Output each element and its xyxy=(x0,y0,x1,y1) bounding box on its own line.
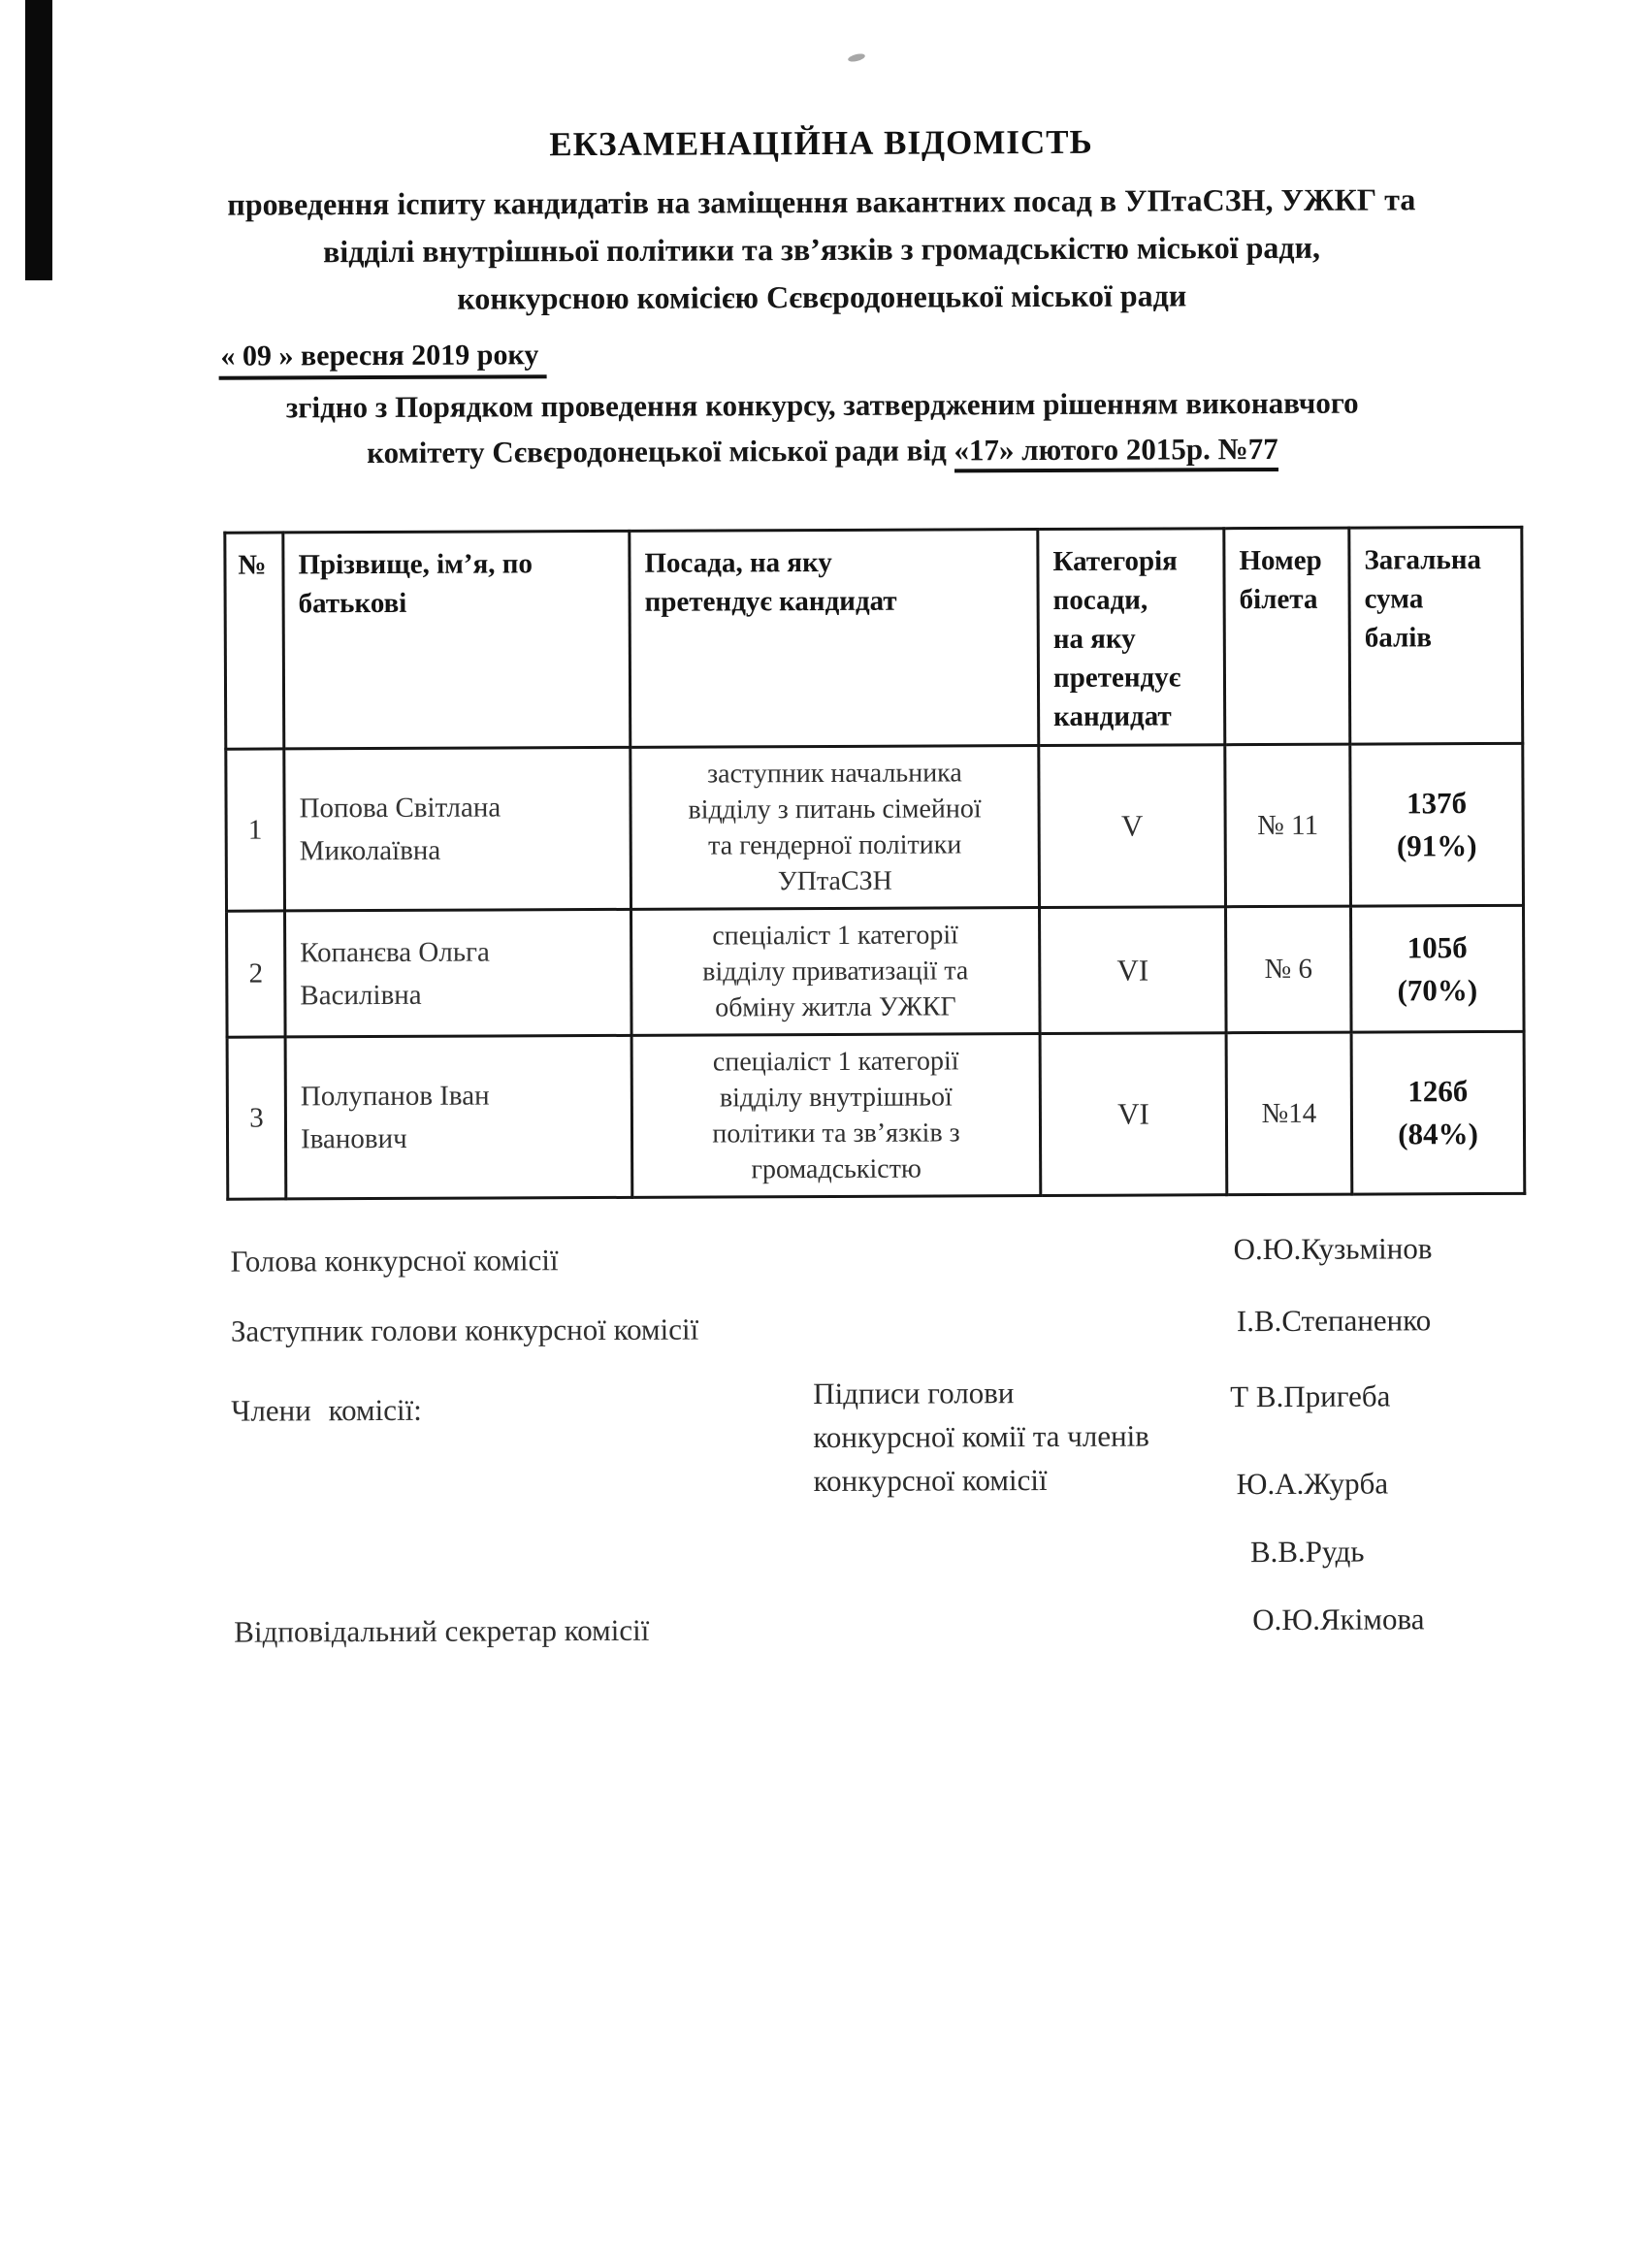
document-subtitle xyxy=(143,176,1502,324)
member-name-3: В.В.Рудь xyxy=(1249,1534,1365,1570)
chair-name: О.Ю.Кузьмінов xyxy=(1233,1231,1433,1267)
deputy-chair-label: Заступник голови конкурсної комісії xyxy=(230,1312,699,1348)
ticket-number: №14 xyxy=(1226,1032,1352,1195)
basis-line-1: згідно з Порядком проведення конкурсу, затвердженим рішенням виконавчого xyxy=(285,385,1359,425)
total-score xyxy=(1351,905,1525,1032)
signatures-note xyxy=(813,1370,1250,1503)
basis-line-2-prefix: комітету Сєвєродонецької міської ради від xyxy=(367,433,954,470)
results-table xyxy=(223,526,1526,1201)
col-header-ticket: Номер білета xyxy=(1224,528,1350,745)
score-points: 105б xyxy=(1406,929,1468,964)
basis-line-2-underlined: «17» лютого 2015р. №77 xyxy=(954,432,1277,472)
subtitle-line-3: конкурсною комісією Сєвєродонецької міської ради xyxy=(457,277,1187,316)
table-header xyxy=(225,527,1523,749)
col-header-number: № xyxy=(225,533,284,749)
position-category: VI xyxy=(1040,907,1227,1034)
total-score xyxy=(1351,1031,1525,1194)
members-label: Члени комісії: xyxy=(231,1392,422,1428)
table-row xyxy=(227,905,1525,1037)
col-header-name: Прізвище, ім’я, по батькові xyxy=(283,531,630,749)
note-line-3: конкурсної комісії xyxy=(813,1463,1048,1499)
candidate-position: спеціаліст 1 категорії відділу внутрішньої політики та зв’язків з громадськістю xyxy=(631,1034,1041,1198)
score-percent: (91%) xyxy=(1396,828,1477,863)
score-percent: (70%) xyxy=(1397,972,1478,1007)
ticket-number: № 6 xyxy=(1226,906,1352,1033)
row-number: 3 xyxy=(227,1037,286,1199)
score-points: 137б xyxy=(1406,786,1468,821)
deputy-chair-name: І.В.Степаненко xyxy=(1236,1303,1432,1339)
note-line-2: конкурсної комії та членів xyxy=(813,1418,1149,1455)
member-name-2: Ю.А.Журба xyxy=(1236,1466,1389,1502)
candidate-position: спеціаліст 1 категорії відділу приватизації та обміну житла УЖКГ xyxy=(631,908,1041,1036)
secretary-label: Відповідальний секретар комісії xyxy=(234,1612,650,1649)
subtitle-line-2: відділі внутрішньої політики та зв’язків з громадськістю міської ради, xyxy=(322,229,1321,270)
ticket-number: № 11 xyxy=(1225,744,1351,907)
col-header-score: Загальна сума балів xyxy=(1349,527,1523,744)
chair-label: Голова конкурсної комісії xyxy=(230,1243,559,1279)
score-points: 126б xyxy=(1407,1074,1469,1109)
member-name-1: Т В.Пригеба xyxy=(1230,1378,1391,1414)
candidate-name: Копанєва Ольга Василівна xyxy=(285,909,632,1037)
table-row xyxy=(226,743,1524,911)
exam-date: « 09 » вересня 2019 року xyxy=(218,339,546,379)
col-header-category: Категорія посади, на яку претендує кандидат xyxy=(1038,529,1225,746)
note-line-1: Підписи голови xyxy=(813,1376,1015,1411)
score-percent: (84%) xyxy=(1398,1117,1478,1151)
col-header-position: Посада, на яку претендує кандидат xyxy=(630,530,1039,748)
position-category: V xyxy=(1039,745,1226,908)
position-category: VI xyxy=(1040,1033,1227,1196)
legal-basis xyxy=(144,379,1502,476)
row-number: 1 xyxy=(226,749,285,911)
document-header xyxy=(142,121,1501,324)
table-row xyxy=(227,1031,1525,1199)
candidate-position: заступник начальника відділу з питань сімейної та гендерної політики УПтаСЗН xyxy=(630,746,1040,910)
basis-line-2 xyxy=(144,425,1502,476)
document-title: ЕКЗАМЕНАЦІЙНА ВІДОМІСТЬ xyxy=(549,122,1093,164)
secretary-name: О.Ю.Якімова xyxy=(1252,1602,1425,1637)
row-number: 2 xyxy=(227,911,286,1037)
total-score xyxy=(1350,743,1524,906)
subtitle-line-1: проведення іспиту кандидатів на заміщення вакантних посад в УПтаСЗН, УЖКГ та xyxy=(227,181,1416,222)
table-header-row xyxy=(225,527,1523,749)
candidate-name: Попова Світлана Миколаївна xyxy=(284,747,631,911)
candidate-name: Полупанов Іван Іванович xyxy=(285,1035,632,1199)
